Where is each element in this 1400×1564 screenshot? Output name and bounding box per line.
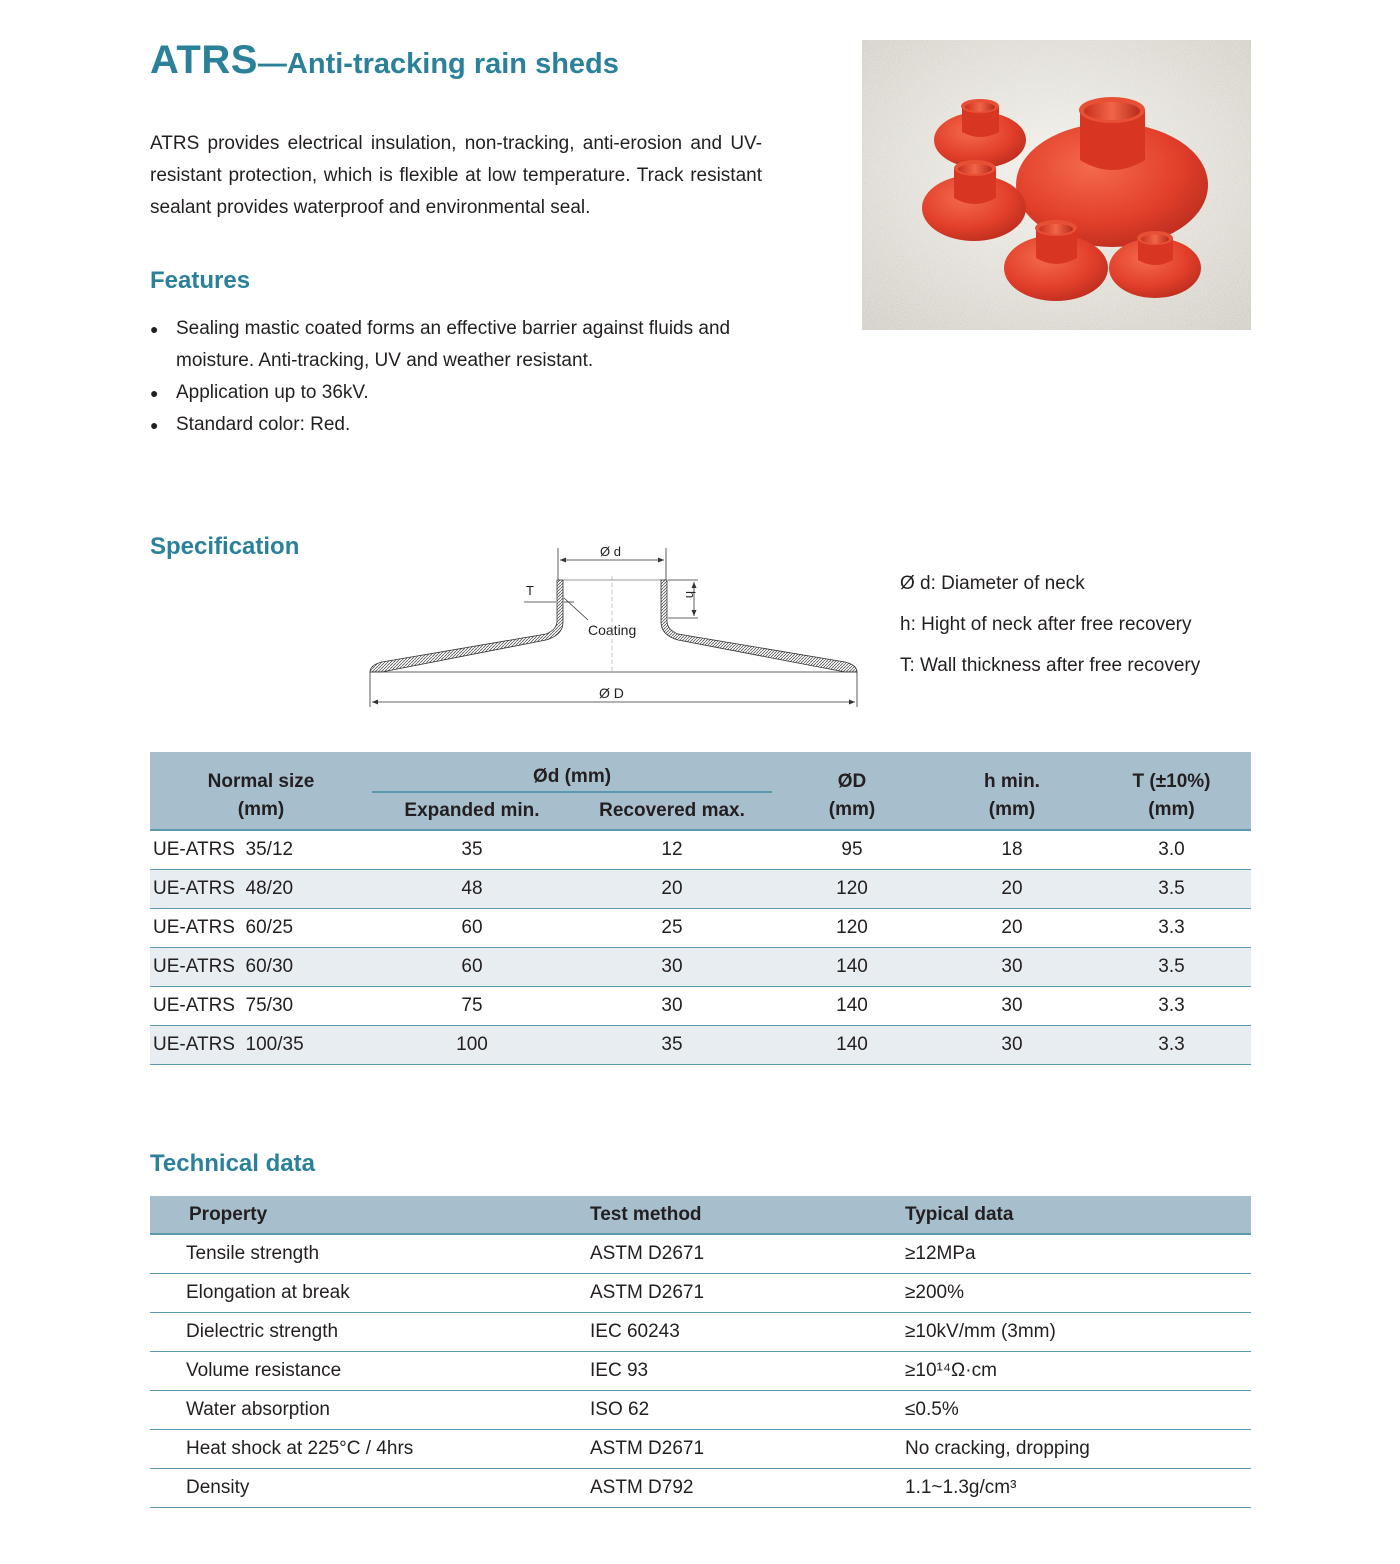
col-header-D: ØD (mm) <box>772 752 932 830</box>
feature-item: ● Sealing mastic coated forms an effective barrier against fluids and moisture. Anti-tracking, UV and weather resistant. <box>150 313 770 377</box>
feature-item: ● Application up to 36kV. <box>150 377 770 409</box>
table-row: Volume resistance IEC 93 ≥10¹⁴Ω·cm <box>150 1351 1251 1390</box>
legend-item: T: Wall thickness after free recovery <box>900 655 1201 676</box>
intro-paragraph: ATRS provides electrical insulation, non-tracking, anti-erosion and UV-resistant protection, which is flexible at low temperature. Track resistant sealant provides waterproof and environmental seal. <box>150 133 762 218</box>
col-header-T: T (±10%) (mm) <box>1092 752 1251 830</box>
title-main: ATRS <box>150 38 258 82</box>
bullet-icon: ● <box>150 321 159 337</box>
technical-heading: Technical data <box>150 1150 315 1177</box>
table-row: Tensile strength ASTM D2671 ≥12MPa <box>150 1234 1251 1273</box>
specification-heading: Specification <box>150 533 300 560</box>
col-header-normal-size: Normal size (mm) <box>150 752 372 830</box>
legend-item: Ø d: Diameter of neck <box>900 573 1085 594</box>
col-header-property: Property <box>150 1196 590 1234</box>
diagram-label-T: T <box>526 583 534 598</box>
col-header-test-method: Test method <box>590 1196 905 1234</box>
col-header-expanded: Expanded min. <box>372 792 572 830</box>
col-header-typical-data: Typical data <box>905 1196 1251 1234</box>
table-row: Heat shock at 225°C / 4hrs ASTM D2671 No cracking, dropping <box>150 1429 1251 1468</box>
col-header-recovered: Recovered max. <box>572 792 772 830</box>
table-row: UE-ATRS 35/12 35 12 95 18 3.0 <box>150 830 1251 869</box>
table-row: Density ASTM D792 1.1~1.3g/cm³ <box>150 1468 1251 1507</box>
diagram-legend <box>900 563 1200 686</box>
page-title <box>150 38 619 83</box>
col-header-h: h min. (mm) <box>932 752 1092 830</box>
table-row: Elongation at break ASTM D2671 ≥200% <box>150 1273 1251 1312</box>
specification-table <box>150 752 1251 1065</box>
table-row: UE-ATRS 48/20 48 20 120 20 3.5 <box>150 869 1251 908</box>
technical-table <box>150 1196 1251 1508</box>
product-photo <box>862 40 1251 330</box>
table-row: UE-ATRS 75/30 75 30 140 30 3.3 <box>150 986 1251 1025</box>
bullet-icon: ● <box>150 417 159 433</box>
col-header-d-group: Ød (mm) <box>372 752 772 792</box>
bullet-icon: ● <box>150 385 159 401</box>
table-row: UE-ATRS 100/35 100 35 140 30 3.3 <box>150 1025 1251 1064</box>
features-heading: Features <box>150 267 251 294</box>
table-row: UE-ATRS 60/25 60 25 120 20 3.3 <box>150 908 1251 947</box>
diagram-label-d: Ø d <box>600 544 621 559</box>
diagram-label-h: h <box>683 591 698 599</box>
diagram-label-coating: Coating <box>588 622 637 638</box>
features-list <box>150 313 770 441</box>
table-row: Dielectric strength IEC 60243 ≥10kV/mm (3mm) <box>150 1312 1251 1351</box>
table-row: UE-ATRS 60/30 60 30 140 30 3.5 <box>150 947 1251 986</box>
legend-item: h: Hight of neck after free recovery <box>900 614 1192 635</box>
rain-shed-diagram <box>360 540 870 715</box>
feature-item: ● Standard color: Red. <box>150 409 770 441</box>
table-row: Water absorption ISO 62 ≤0.5% <box>150 1390 1251 1429</box>
diagram-label-D: Ø D <box>599 685 624 701</box>
title-rest: —Anti-tracking rain sheds <box>257 48 619 80</box>
